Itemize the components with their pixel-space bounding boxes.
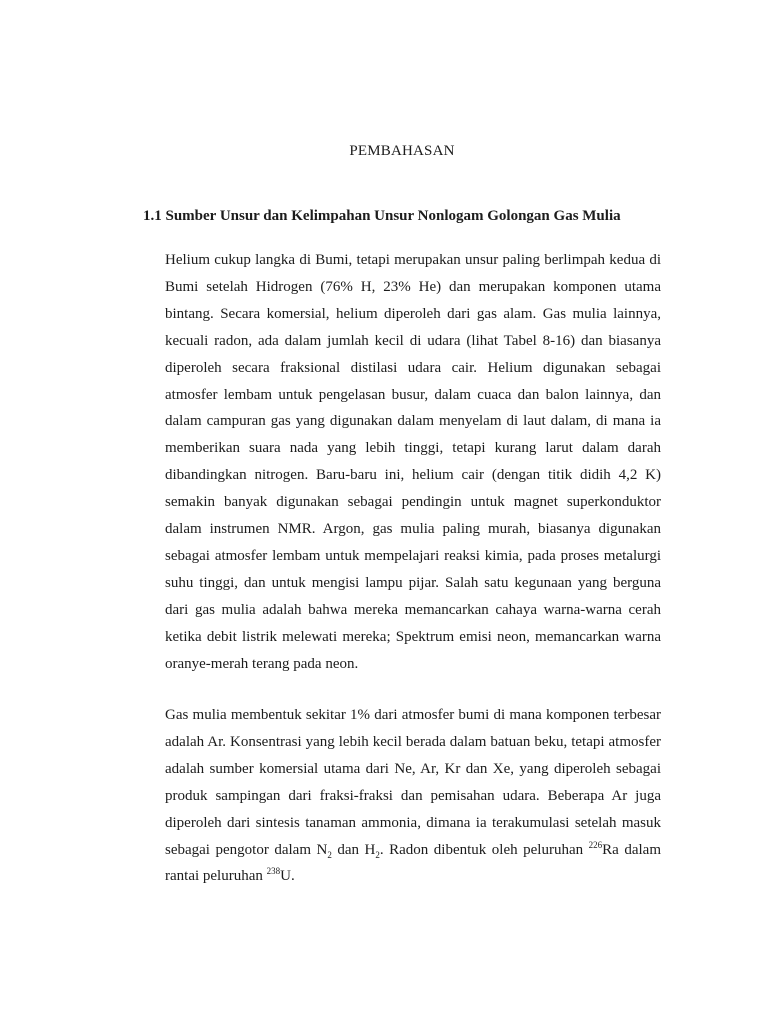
section-heading: 1.1 Sumber Unsur dan Kelimpahan Unsur Nonlogam Golongan Gas Mulia <box>143 208 621 224</box>
paragraph-helium: Helium cukup langka di Bumi, tetapi merupakan unsur paling berlimpah kedua di Bumi setelah Hidrogen (76% H, 23% He) dan merupakan komponen utama bintang. Secara komersial, helium diperoleh dari gas alam. Gas mulia lainnya, kecuali radon, ada dalam jumlah kecil di udara (lihat Tabel 8-16) dan biasanya diperoleh secara fraksional distilasi udara cair. Helium digunakan sebagai atmosfer lembam untuk pengelasan busur, dalam cuaca dan balon lainnya, dan dalam campuran gas yang digunakan dalam menyelam di laut dalam, di mana ia memberikan suara nada yang lebih tinggi, tetapi kurang larut dalam darah dibandingkan nitrogen. Baru-baru ini, helium cair (dengan titik didih 4,2 K) semakin banyak digunakan sebagai pendingin untuk magnet superkonduktor dalam instrumen NMR. Argon, gas mulia paling murah, biasanya digunakan sebagai atmosfer lembam untuk mempelajari reaksi kimia, pada proses metalurgi suhu tinggi, dan untuk mengisi lampu pijar. Salah satu kegunaan yang berguna dari gas mulia adalah bahwa mereka memancarkan cahaya warna-warna cerah ketika debit listrik melewati mereka; Spektrum emisi neon, memancarkan warna oranye-merah terang pada neon. <box>165 252 661 672</box>
paragraph-text: . Radon dibentuk oleh peluruhan <box>379 841 589 858</box>
paragraph-text: dan H <box>331 841 376 858</box>
u-symbol: U. <box>280 868 295 885</box>
paragraph-gas-mulia <box>165 702 661 890</box>
u-mass-superscript: 238 <box>266 866 281 877</box>
ra-symbol: Ra <box>602 841 619 858</box>
page-title: PEMBAHASAN <box>349 143 455 159</box>
paragraph-text: dalam rantai peluruhan <box>165 841 661 885</box>
n2-subscript: 2 <box>327 849 332 860</box>
ra-mass-superscript: 226 <box>588 839 603 850</box>
h2-subscript: 2 <box>375 849 380 860</box>
paragraph-text: Gas mulia membentuk sekitar 1% dari atmosfer bumi di mana komponen terbesar adalah Ar. Konsentrasi yang lebih kecil berada dalam batuan beku, tetapi atmosfer adalah sumber komersial utama dari Ne, Ar, Kr dan Xe, yang diperoleh sebagai produk sampingan dari fraksi-fraksi dan pemisahan udara. Beberapa Ar juga diperoleh dari sintesis tanaman ammonia, dimana ia terakumulasi setelah masuk sebagai pengotor dalam N <box>165 707 661 858</box>
